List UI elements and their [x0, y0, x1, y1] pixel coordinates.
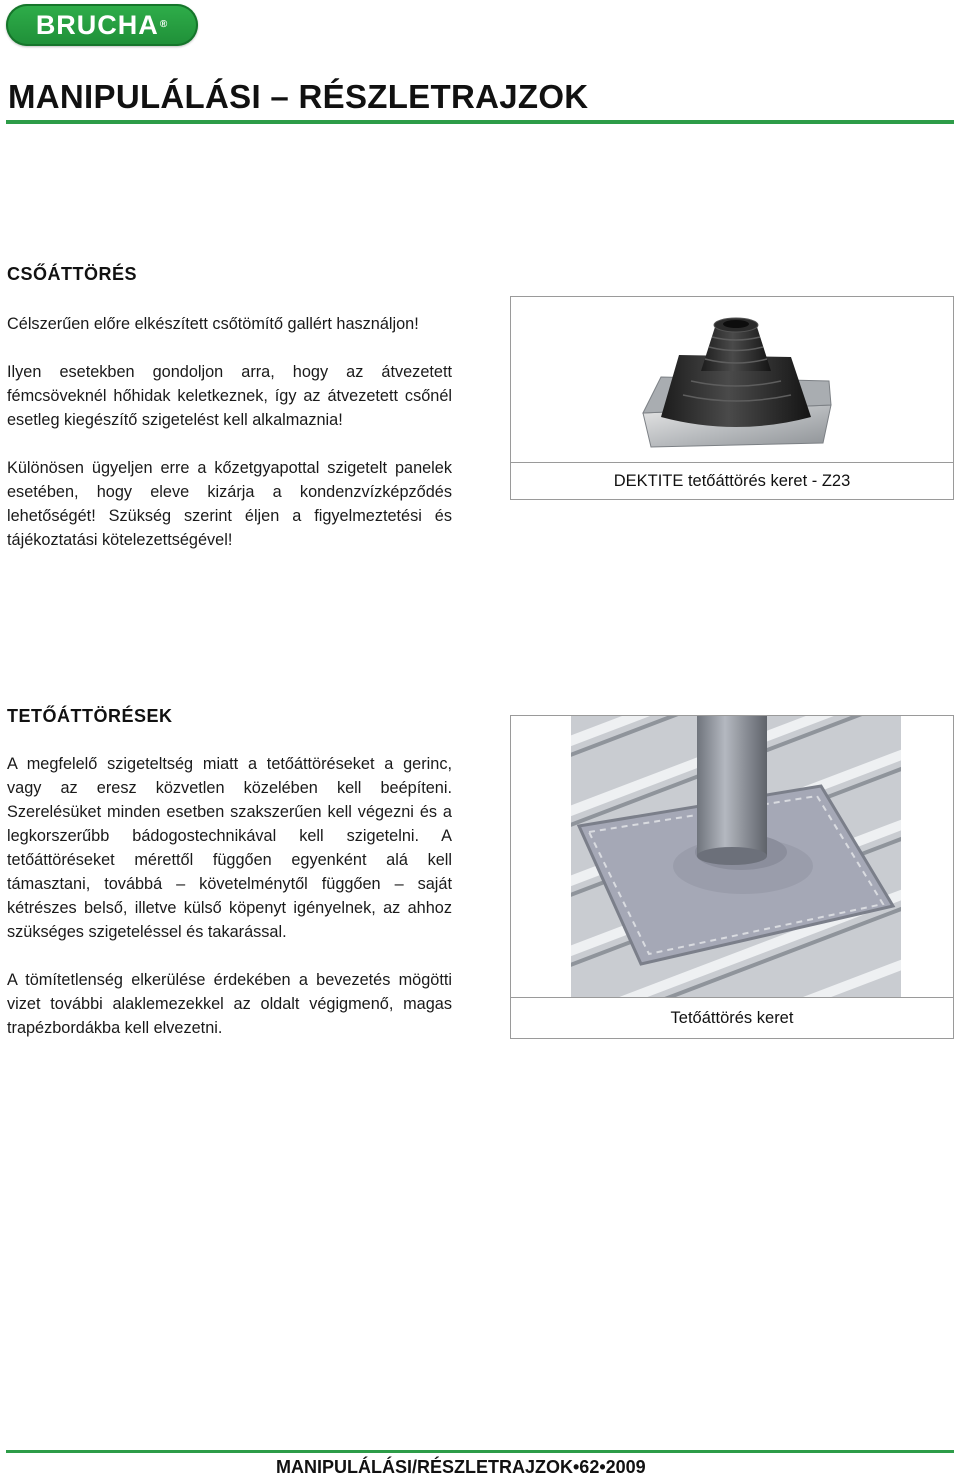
figure-caption: DEKTITE tetőáttörés keret - Z23 — [510, 462, 954, 500]
page-title: MANIPULÁLÁSI – RÉSZLETRAJZOK — [8, 78, 589, 115]
footer-divider — [6, 1450, 954, 1453]
paragraph: A tömítetlenség elkerülése érdekében a bevezetés mögötti vizet további alaklemezekkel az oldalt végigmenő, magas trapézbordákba kell elvezetni. — [7, 971, 452, 1037]
section-body-csoattores — [7, 312, 452, 552]
figure-dektite — [510, 296, 954, 500]
registered-mark: ® — [159, 19, 169, 30]
dektite-collar-photo — [511, 297, 953, 465]
title-divider — [6, 120, 954, 124]
footer-page-label: MANIPULÁLÁSI/RÉSZLETRAJZOK•62•2009 — [276, 1457, 646, 1477]
figure-roof-penetration — [510, 715, 954, 1039]
brucha-logo — [6, 4, 198, 46]
logo-text: BRUCHA — [35, 9, 159, 40]
section-heading-csoattores: CSŐÁTTÖRÉS — [7, 264, 138, 284]
section-heading-tetoattoresek: TETŐÁTTÖRÉSEK — [7, 706, 173, 726]
paragraph: Ilyen esetekben gondoljon arra, hogy az átvezetett fémcsöveknél hőhidak keletkeznek, így az átvezetett csőnél esetleg kiegészítő szigetelést kell alkalmaznia! — [7, 363, 452, 429]
paragraph: A megfelelő szigeteltség miatt a tetőáttöréseket a gerinc, vagy az eresz közvetlen közelében kell beépíteni. Szerelésüket minden esetben szakszerűen kell végezni és a legkorszerűbb bádogostechnikával kell szigetelni. A tetőáttöréseket mérettől függően egyenként alá kell támasztani, továbbá – követelménytől függően – saját kétrészes belső, illetve külső köpenyt igényelnek, az ahhoz szükséges szigeteléssel és takarással. — [7, 755, 452, 941]
paragraph: Célszerűen előre elkészített csőtömítő gallért használjon! — [7, 315, 419, 333]
figure-caption: Tetőáttörés keret — [510, 997, 954, 1039]
roof-penetration-photo — [571, 716, 901, 1000]
section-body-tetoattoresek — [7, 752, 452, 1040]
paragraph: Különösen ügyeljen erre a kőzetgyapottal szigetelt panelek esetében, hogy eleve kizárja a kondenzvízképződés lehetőségét! Szükség szerint éljen a figyelmeztetési és tájékoztatási kötelezettségével! — [7, 459, 452, 549]
